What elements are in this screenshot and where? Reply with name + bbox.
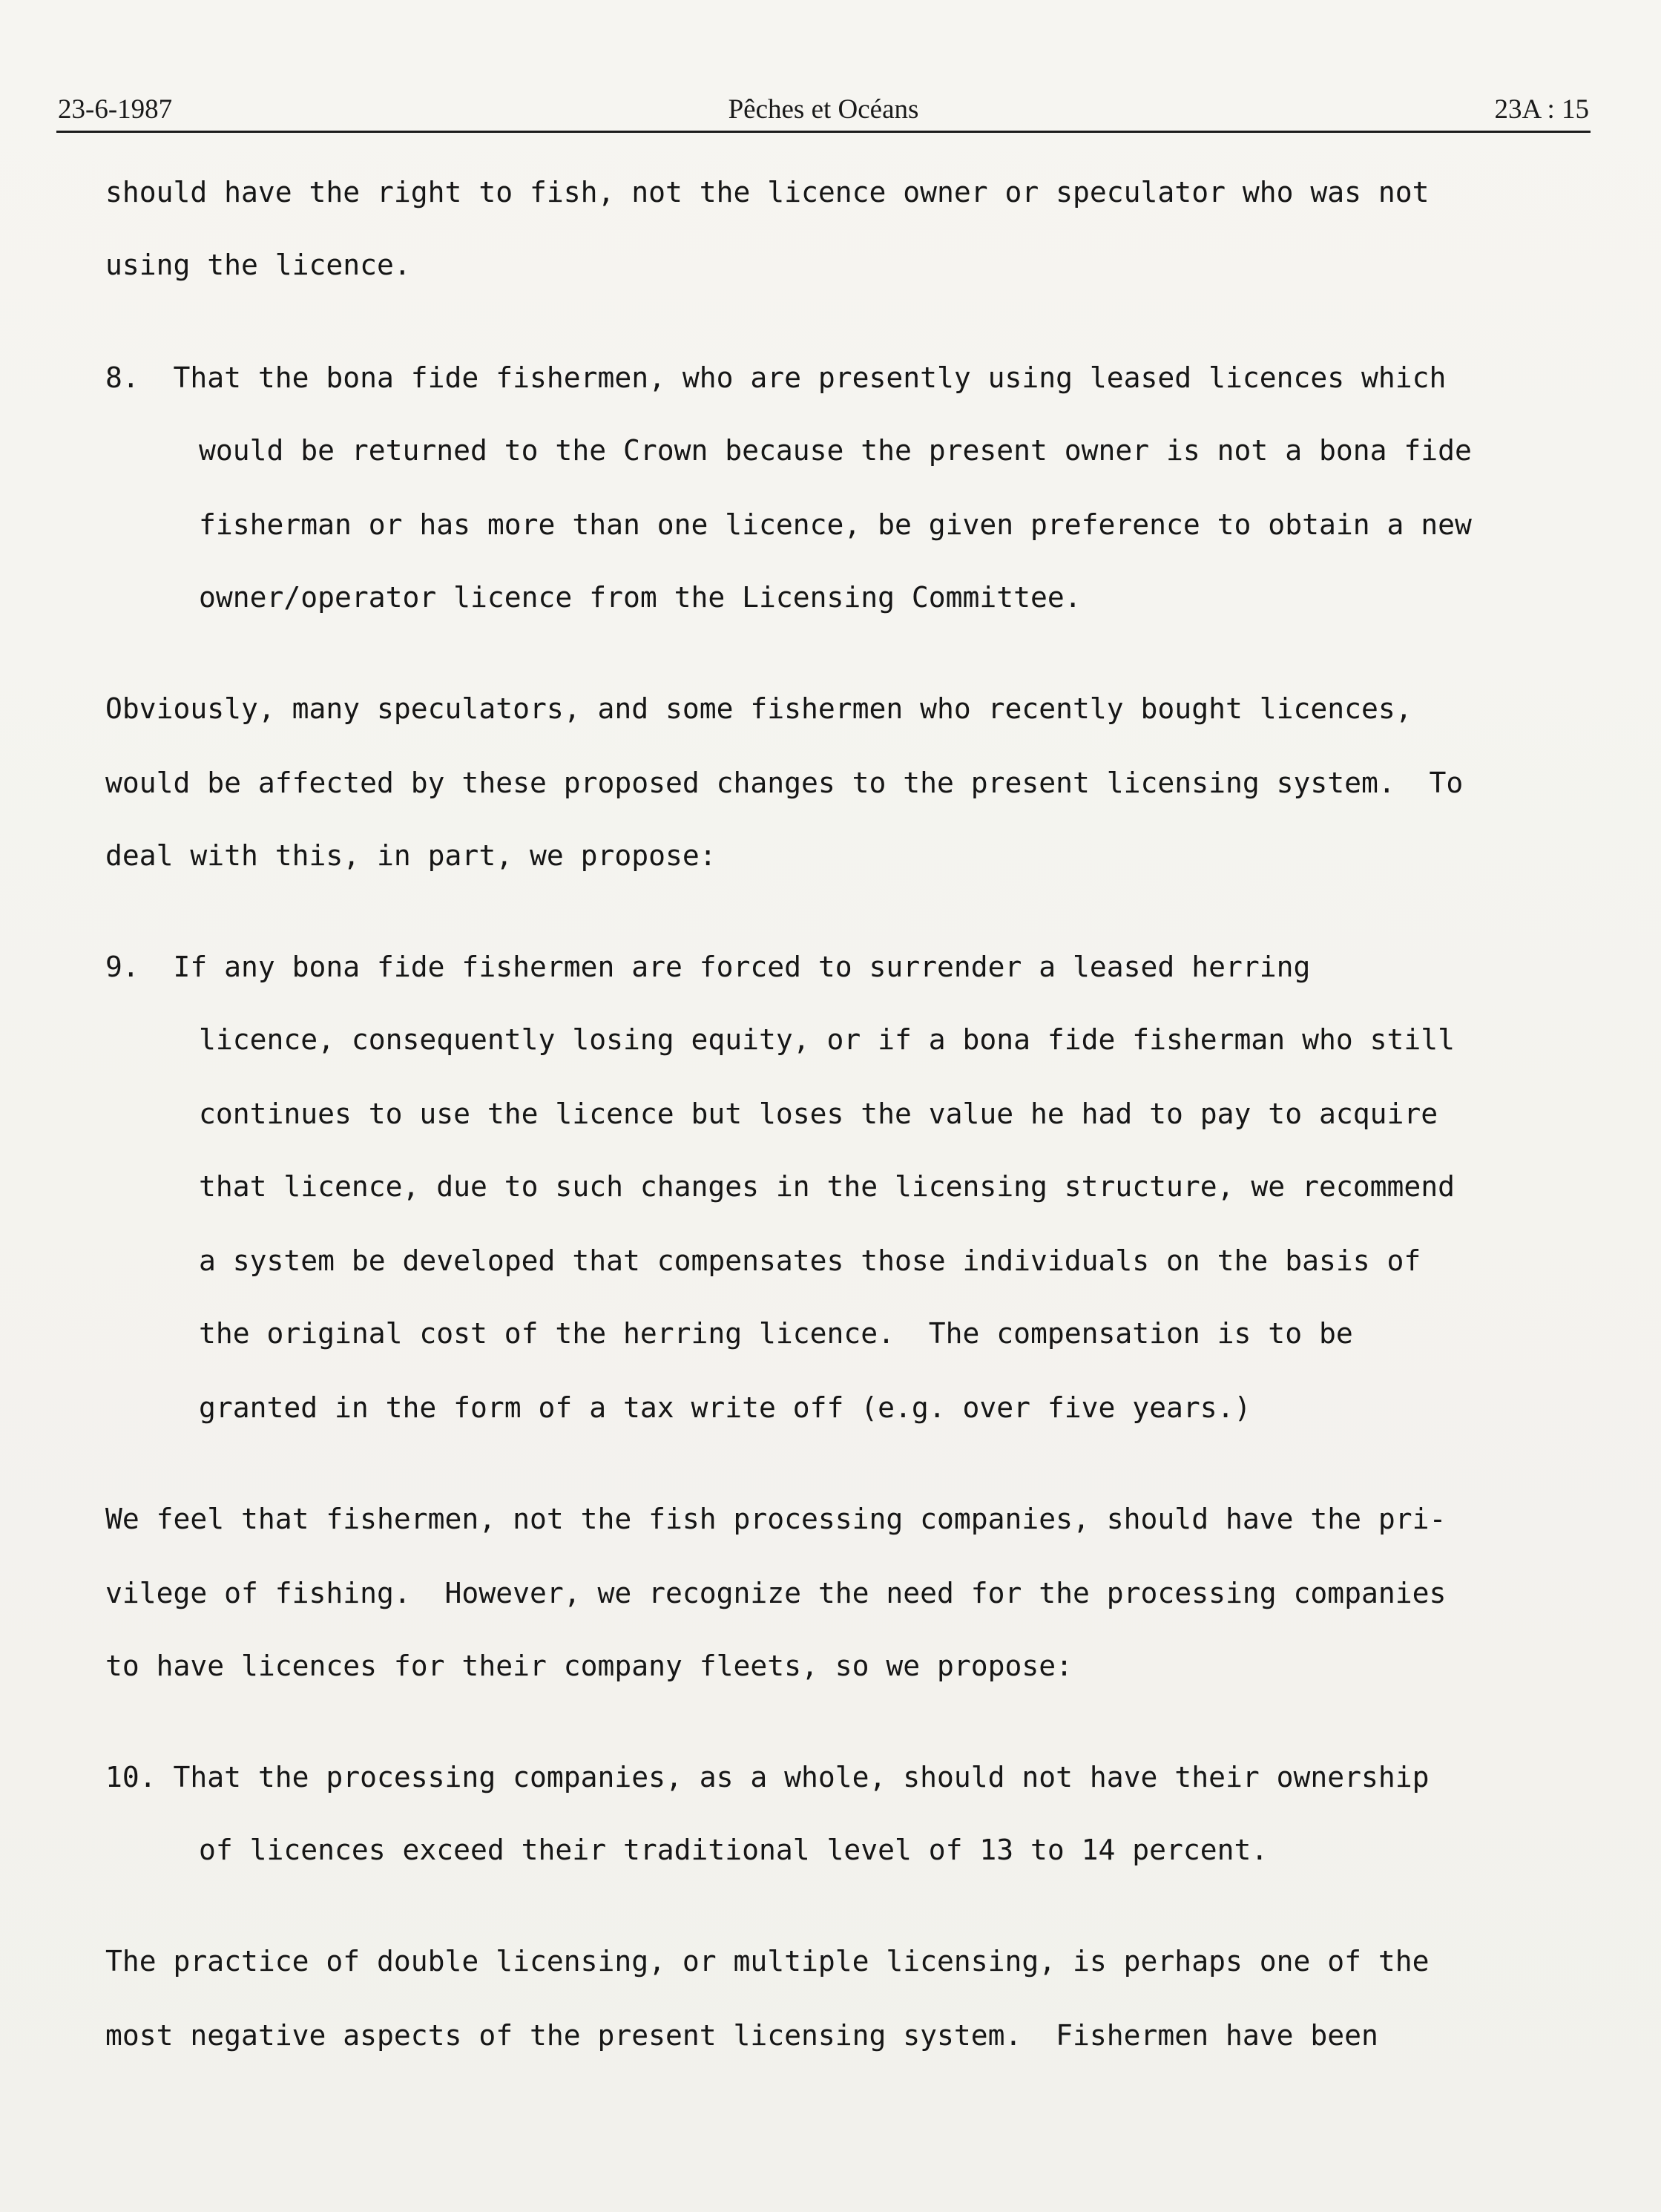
text-line: 10. That the processing companies, as a whole, should not have their ownership xyxy=(105,1761,1430,1793)
text-line: fisherman or has more than one licence, be given preference to obtain a new xyxy=(199,508,1472,541)
text-line: the original cost of the herring licence. The compensation is to be xyxy=(199,1317,1353,1350)
text-line: of licences exceed their traditional level of 13 to 14 percent. xyxy=(199,1834,1269,1866)
text-line: continues to use the licence but loses the value he had to pay to acquire xyxy=(199,1097,1438,1130)
text-line: using the licence. xyxy=(105,249,411,281)
text-line: would be returned to the Crown because the present owner is not a bona fide xyxy=(199,434,1472,467)
text-line: 9. If any bona fide fishermen are forced to surrender a leased herring xyxy=(105,951,1311,983)
header-page-number: 23A : 15 xyxy=(1494,94,1589,125)
header-publication: Pêches et Océans xyxy=(728,94,919,125)
text-line: most negative aspects of the present licensing system. Fishermen have been xyxy=(105,2019,1378,2052)
text-line: 8. That the bona fide fishermen, who are presently using leased licences which xyxy=(105,361,1447,394)
text-line: vilege of fishing. However, we recognize the need for the processing companies xyxy=(105,1577,1447,1609)
header-date: 23-6-1987 xyxy=(58,94,173,125)
text-line: Obviously, many speculators, and some fishermen who recently bought licences, xyxy=(105,692,1412,725)
text-line: to have licences for their company fleets, so we propose: xyxy=(105,1650,1073,1682)
text-line: granted in the form of a tax write off (e.g. over five years.) xyxy=(199,1391,1251,1424)
text-line: would be affected by these proposed changes to the present licensing system. To xyxy=(105,767,1464,799)
text-line: a system be developed that compensates those individuals on the basis of xyxy=(199,1244,1421,1277)
text-line: owner/operator licence from the Licensing Committee. xyxy=(199,581,1082,614)
text-line: should have the right to fish, not the licence owner or speculator who was not xyxy=(105,176,1430,209)
text-line: We feel that fishermen, not the fish processing companies, should have the pri- xyxy=(105,1503,1447,1535)
text-line: licence, consequently losing equity, or if a bona fide fisherman who still xyxy=(199,1023,1455,1056)
text-line: deal with this, in part, we propose: xyxy=(105,839,717,872)
text-line: The practice of double licensing, or multiple licensing, is perhaps one of the xyxy=(105,1945,1430,1978)
text-line: that licence, due to such changes in the licensing structure, we recommend xyxy=(199,1170,1455,1203)
